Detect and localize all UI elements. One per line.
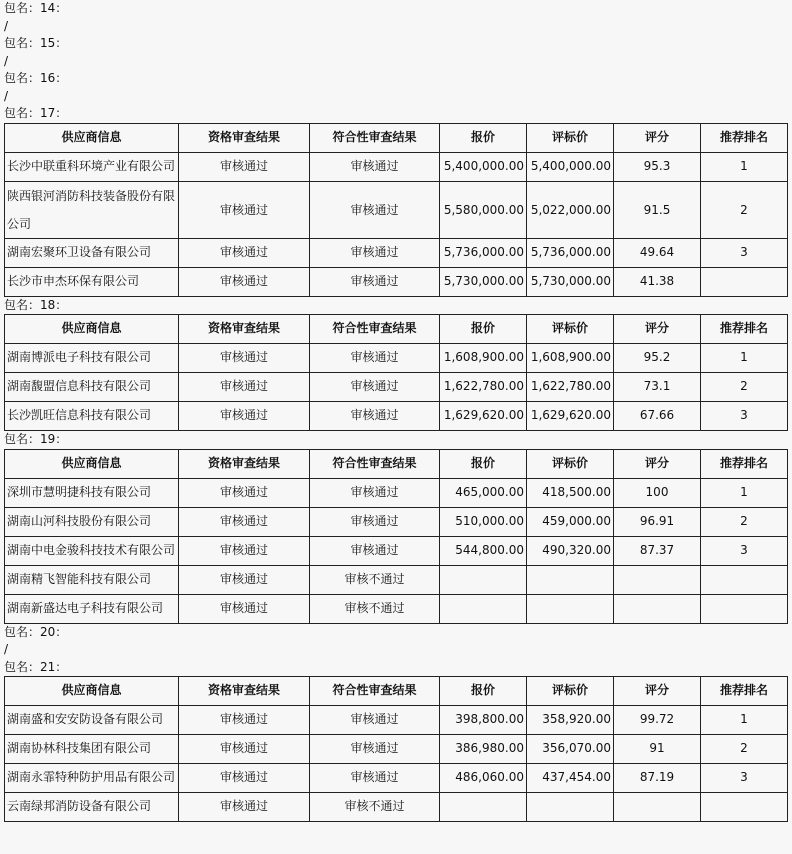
table-cell: 5,400,000.00 — [440, 152, 527, 181]
table-cell: 358,920.00 — [527, 706, 614, 735]
package-label: 包名：21： — [4, 659, 68, 674]
table-cell: 陕西银河消防科技装备股份有限公司 — [5, 181, 179, 238]
package-label: 包名：20： — [4, 624, 68, 639]
table-cell: 1,608,900.00 — [440, 344, 527, 373]
column-header: 符合性审查结果 — [310, 315, 440, 344]
results-table — [4, 123, 788, 297]
table-cell: 1,608,900.00 — [527, 344, 614, 373]
column-header: 资格审查结果 — [179, 123, 310, 152]
package-label: 包名：15： — [4, 36, 68, 50]
table-header-row — [5, 449, 788, 478]
table-cell — [527, 565, 614, 594]
table-row — [5, 706, 788, 735]
table-cell: 审核通过 — [310, 536, 440, 565]
table-cell: 深圳市慧明捷科技有限公司 — [5, 478, 179, 507]
table-cell: 审核通过 — [310, 764, 440, 793]
table-cell: 1,629,620.00 — [527, 402, 614, 431]
table-row — [5, 152, 788, 181]
table-cell: 100 — [614, 478, 701, 507]
package-label: 包名：18： — [4, 297, 68, 312]
table-cell: 3 — [701, 764, 788, 793]
column-header: 供应商信息 — [5, 449, 179, 478]
table-cell: 5,730,000.00 — [527, 267, 614, 296]
table-cell: 1 — [701, 344, 788, 373]
empty-package-mark: / — [4, 53, 9, 68]
table-cell: 91.5 — [614, 181, 701, 238]
table-cell: 465,000.00 — [440, 478, 527, 507]
table-cell: 5,022,000.00 — [527, 181, 614, 238]
empty-package-mark: / — [4, 88, 9, 103]
table-cell: 审核通过 — [179, 478, 310, 507]
table-cell: 386,980.00 — [440, 735, 527, 764]
column-header: 推荐排名 — [701, 677, 788, 706]
table-cell: 5,580,000.00 — [440, 181, 527, 238]
table-cell: 审核通过 — [310, 507, 440, 536]
column-header: 报价 — [440, 315, 527, 344]
table-cell: 2 — [701, 373, 788, 402]
table-cell: 418,500.00 — [527, 478, 614, 507]
empty-package-mark: / — [4, 18, 9, 33]
column-header: 推荐排名 — [701, 123, 788, 152]
column-header: 符合性审查结果 — [310, 449, 440, 478]
package-label: 包名：14： — [4, 1, 68, 15]
table-row — [5, 402, 788, 431]
empty-package-mark: / — [4, 642, 9, 656]
column-header: 评分 — [614, 449, 701, 478]
table-row — [5, 536, 788, 565]
table-cell: 审核通过 — [179, 706, 310, 735]
table-cell: 审核通过 — [310, 267, 440, 296]
column-header: 符合性审查结果 — [310, 677, 440, 706]
table-cell: 3 — [701, 238, 788, 267]
table-cell: 审核通过 — [179, 238, 310, 267]
table-cell: 湖南博派电子科技有限公司 — [5, 344, 179, 373]
table-cell: 湖南宏聚环卫设备有限公司 — [5, 238, 179, 267]
column-header: 推荐排名 — [701, 449, 788, 478]
table-cell: 437,454.00 — [527, 764, 614, 793]
package-label: 包名：19： — [4, 432, 68, 446]
table-cell: 5,400,000.00 — [527, 152, 614, 181]
table-cell: 5,736,000.00 — [440, 238, 527, 267]
table-cell — [701, 267, 788, 296]
column-header: 资格审查结果 — [179, 315, 310, 344]
table-cell: 99.72 — [614, 706, 701, 735]
table-cell: 审核通过 — [179, 402, 310, 431]
table-cell: 2 — [701, 181, 788, 238]
table-row — [5, 344, 788, 373]
table-cell: 486,060.00 — [440, 764, 527, 793]
package-label: 包名：16： — [4, 71, 68, 85]
table-cell: 1,629,620.00 — [440, 402, 527, 431]
table-cell — [614, 793, 701, 822]
table-cell: 87.19 — [614, 764, 701, 793]
table-cell: 356,070.00 — [527, 735, 614, 764]
table-row — [5, 793, 788, 822]
table-cell: 3 — [701, 536, 788, 565]
table-header-row — [5, 315, 788, 344]
table-cell: 审核通过 — [179, 735, 310, 764]
table-cell: 审核通过 — [179, 507, 310, 536]
table-cell: 87.37 — [614, 536, 701, 565]
table-cell: 96.91 — [614, 507, 701, 536]
column-header: 供应商信息 — [5, 677, 179, 706]
table-cell: 审核不通过 — [310, 594, 440, 623]
table-row — [5, 764, 788, 793]
table-cell: 49.64 — [614, 238, 701, 267]
table-cell — [614, 594, 701, 623]
table-cell: 湖南协林科技集团有限公司 — [5, 735, 179, 764]
table-cell: 3 — [701, 402, 788, 431]
table-cell — [701, 793, 788, 822]
table-cell: 湖南精飞智能科技有限公司 — [5, 565, 179, 594]
column-header: 推荐排名 — [701, 315, 788, 344]
table-cell: 审核不通过 — [310, 565, 440, 594]
table-row — [5, 478, 788, 507]
column-header: 报价 — [440, 677, 527, 706]
table-cell — [527, 594, 614, 623]
table-cell: 湖南馥盟信息科技有限公司 — [5, 373, 179, 402]
table-row — [5, 594, 788, 623]
table-cell: 湖南永霏特种防护用品有限公司 — [5, 764, 179, 793]
table-cell — [701, 594, 788, 623]
table-cell: 544,800.00 — [440, 536, 527, 565]
table-cell: 2 — [701, 507, 788, 536]
column-header: 评分 — [614, 677, 701, 706]
table-cell: 湖南山河科技股份有限公司 — [5, 507, 179, 536]
table-row — [5, 507, 788, 536]
table-cell: 湖南盛和安安防设备有限公司 — [5, 706, 179, 735]
table-cell: 审核通过 — [310, 238, 440, 267]
table-cell: 95.3 — [614, 152, 701, 181]
table-cell: 73.1 — [614, 373, 701, 402]
column-header: 评标价 — [527, 677, 614, 706]
table-cell: 审核通过 — [179, 565, 310, 594]
table-cell: 1,622,780.00 — [527, 373, 614, 402]
results-table — [4, 676, 788, 822]
table-row — [5, 735, 788, 764]
table-cell: 湖南中电金骏科技技术有限公司 — [5, 536, 179, 565]
table-cell: 审核通过 — [179, 536, 310, 565]
table-cell: 审核不通过 — [310, 793, 440, 822]
table-cell: 审核通过 — [179, 764, 310, 793]
table-cell — [527, 793, 614, 822]
table-row — [5, 181, 788, 238]
table-cell: 2 — [701, 735, 788, 764]
column-header: 评分 — [614, 123, 701, 152]
column-header: 评标价 — [527, 123, 614, 152]
table-cell: 审核通过 — [179, 181, 310, 238]
table-cell: 审核通过 — [179, 267, 310, 296]
table-cell: 审核通过 — [310, 373, 440, 402]
column-header: 符合性审查结果 — [310, 123, 440, 152]
table-cell: 审核通过 — [310, 478, 440, 507]
table-cell: 5,736,000.00 — [527, 238, 614, 267]
table-cell: 湖南新盛达电子科技有限公司 — [5, 594, 179, 623]
table-cell — [614, 565, 701, 594]
table-cell: 审核通过 — [310, 706, 440, 735]
table-row — [5, 238, 788, 267]
table-cell: 审核通过 — [179, 594, 310, 623]
table-row — [5, 565, 788, 594]
table-cell: 5,730,000.00 — [440, 267, 527, 296]
table-cell: 1 — [701, 478, 788, 507]
table-cell — [701, 565, 788, 594]
table-header-row — [5, 677, 788, 706]
table-cell: 审核通过 — [310, 402, 440, 431]
table-cell: 1 — [701, 152, 788, 181]
table-cell: 490,320.00 — [527, 536, 614, 565]
results-table — [4, 449, 788, 624]
results-table — [4, 314, 788, 431]
table-row — [5, 267, 788, 296]
table-cell: 审核通过 — [310, 152, 440, 181]
column-header: 供应商信息 — [5, 315, 179, 344]
package-label: 包名：17： — [4, 106, 68, 120]
column-header: 资格审查结果 — [179, 449, 310, 478]
table-cell: 91 — [614, 735, 701, 764]
column-header: 供应商信息 — [5, 123, 179, 152]
table-cell: 1 — [701, 706, 788, 735]
column-header: 评分 — [614, 315, 701, 344]
table-cell — [440, 565, 527, 594]
table-cell: 长沙市申杰环保有限公司 — [5, 267, 179, 296]
table-cell: 审核通过 — [310, 735, 440, 764]
table-cell: 398,800.00 — [440, 706, 527, 735]
column-header: 评标价 — [527, 315, 614, 344]
table-cell: 审核通过 — [179, 373, 310, 402]
table-row — [5, 373, 788, 402]
table-cell: 审核通过 — [179, 793, 310, 822]
table-cell: 510,000.00 — [440, 507, 527, 536]
table-cell — [440, 594, 527, 623]
column-header: 报价 — [440, 449, 527, 478]
table-cell: 41.38 — [614, 267, 701, 296]
table-cell: 67.66 — [614, 402, 701, 431]
table-cell: 长沙中联重科环境产业有限公司 — [5, 152, 179, 181]
table-cell: 1,622,780.00 — [440, 373, 527, 402]
table-cell: 审核通过 — [310, 344, 440, 373]
column-header: 资格审查结果 — [179, 677, 310, 706]
table-header-row — [5, 123, 788, 152]
table-cell — [440, 793, 527, 822]
table-cell: 长沙凯旺信息科技有限公司 — [5, 402, 179, 431]
table-cell: 审核通过 — [310, 181, 440, 238]
table-cell: 审核通过 — [179, 344, 310, 373]
column-header: 报价 — [440, 123, 527, 152]
table-cell: 95.2 — [614, 344, 701, 373]
table-cell: 云南绿邦消防设备有限公司 — [5, 793, 179, 822]
column-header: 评标价 — [527, 449, 614, 478]
table-cell: 审核通过 — [179, 152, 310, 181]
table-cell: 459,000.00 — [527, 507, 614, 536]
